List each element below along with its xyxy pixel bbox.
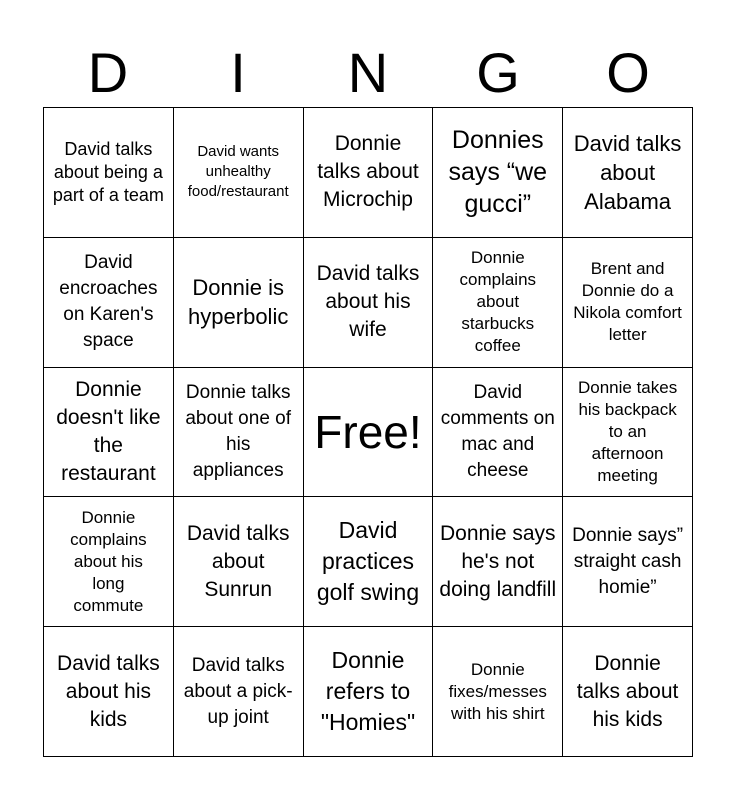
bingo-cell[interactable] [304,108,434,238]
cell-text: David talks about Sunrun [186,521,290,601]
bingo-cell[interactable] [174,497,304,627]
bingo-cell[interactable] [174,108,304,238]
cell-text: Donnie complains about starbucks coffee [459,248,537,356]
bingo-cell[interactable] [44,368,174,498]
cell-text: Donnie talks about his kids [576,651,679,731]
bingo-cell[interactable] [44,238,174,368]
bingo-header [43,38,693,108]
cell-text: Donnie talks about Microchip [317,132,419,212]
cell-text: Donnie complains about his long commute [70,507,147,615]
bingo-cell[interactable] [563,368,693,498]
cell-text: David talks about a pick-up joint [183,654,293,728]
bingo-cell[interactable] [44,497,174,627]
header-letter-n: N [347,41,389,104]
cell-text: Donnie is hyperbolic [188,275,289,330]
bingo-cell[interactable] [174,238,304,368]
cell-text: David comments on mac and cheese [440,381,555,481]
bingo-cell[interactable] [563,497,693,627]
bingo-cell[interactable] [433,497,563,627]
cell-text: David wants unhealthy food/restaurant [187,143,289,201]
header-letter-o: O [606,41,650,104]
header-letter-i: I [230,41,246,104]
cell-text: Donnie says” straight cash homie” [572,524,684,598]
bingo-cell free-space[interactable] [304,368,434,498]
cell-text: Donnie says he's not doing landfill [439,521,557,601]
header-letter-d: D [87,41,129,104]
bingo-cell[interactable] [174,627,304,757]
bingo-cell[interactable] [563,627,693,757]
header-letter-g: G [476,41,520,104]
bingo-cell[interactable] [174,368,304,498]
cell-text: David talks about Alabama [573,130,682,214]
cell-text: David encroaches on Karen's space [59,252,158,352]
free-space-text: Free! [314,405,422,458]
bingo-cell[interactable] [433,368,563,498]
bingo-cell[interactable] [304,238,434,368]
cell-text: Donnie refers to "Homies" [320,647,416,736]
bingo-cell[interactable] [433,627,563,757]
cell-text: Brent and Donnie do a Nikola comfort letter [573,259,682,345]
cell-text: Donnie doesn't like the restaurant [56,377,161,485]
cell-text: Donnie takes his backpack to an afternoon meeting [577,377,678,485]
bingo-cell[interactable] [304,627,434,757]
cell-text: David talks about being a part of a team [52,138,164,205]
bingo-cell[interactable] [563,238,693,368]
cell-text: Donnie fixes/messes with his shirt [448,659,547,723]
bingo-cell[interactable] [44,108,174,238]
bingo-cell[interactable] [433,108,563,238]
bingo-cell[interactable] [304,497,434,627]
bingo-cell[interactable] [433,238,563,368]
cell-text: David practices golf swing [316,517,420,606]
cell-text: Donnies says “we gucci” [448,126,548,219]
bingo-cell[interactable] [44,627,174,757]
cell-text: David talks about his kids [57,651,160,731]
bingo-cell[interactable] [563,108,693,238]
cell-text: Donnie talks about one of his appliances [185,381,292,481]
bingo-card-grid [43,107,693,757]
cell-text: David talks about his wife [316,262,420,342]
